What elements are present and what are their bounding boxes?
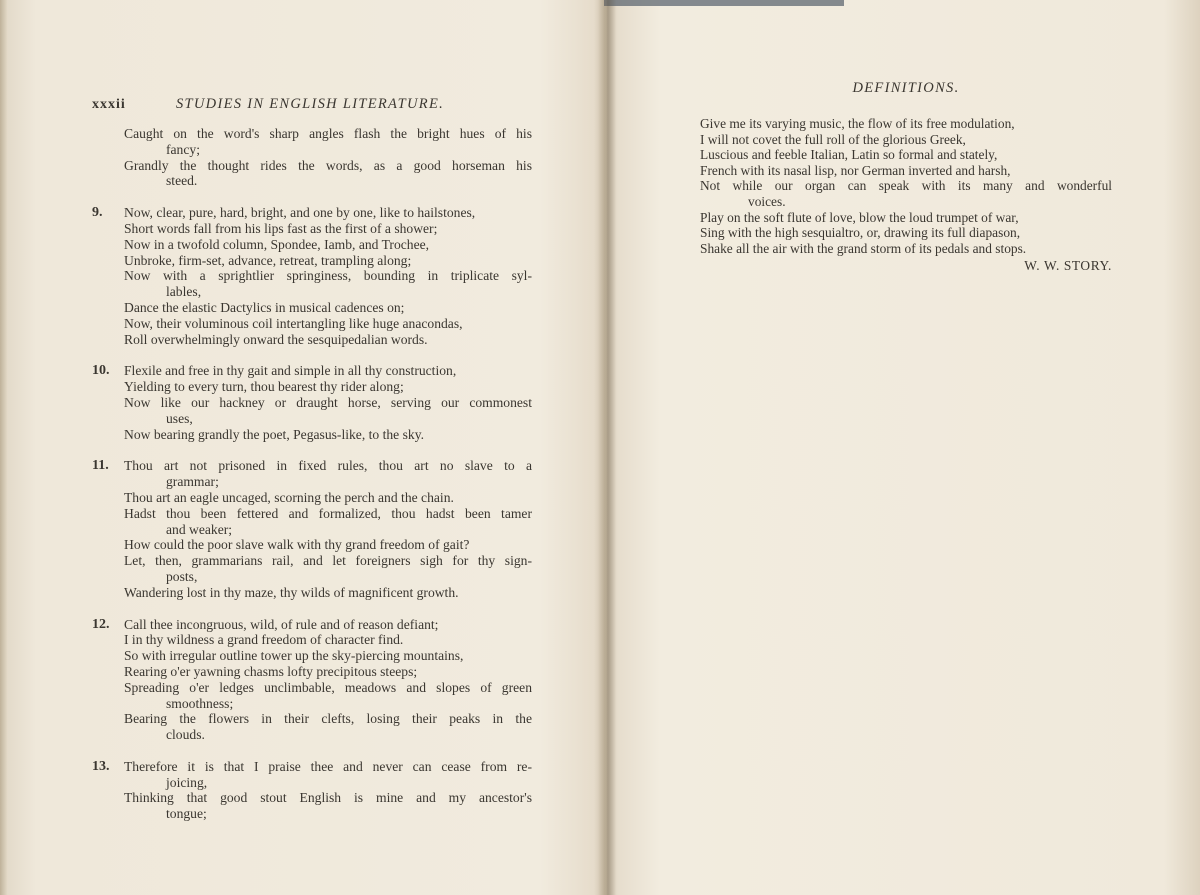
- book-gutter: [598, 0, 616, 895]
- poem-line: Now, their voluminous coil intertangling like huge anacondas,: [124, 315, 463, 331]
- poem-line-runover: grammar;: [166, 474, 219, 490]
- poem-line: Give me its varying music, the flow of its free modulation,: [700, 116, 1015, 131]
- poem-line-runover: tongue;: [166, 806, 207, 822]
- cover-edge: [604, 0, 844, 6]
- page-number: xxxii: [92, 97, 126, 112]
- poem-line: Luscious and feeble Italian, Latin so formal and stately,: [700, 147, 998, 163]
- poem-line: Shake all the air with the grand storm of its pedals and stops.: [700, 240, 1027, 256]
- stanza: [92, 617, 532, 743]
- stanza: [92, 363, 532, 442]
- poem-line: Flexile and free in thy gait and simple in all thy construction,: [124, 363, 457, 379]
- running-head-right: DEFINITIONS.: [852, 80, 960, 96]
- stanza-number: 12.: [92, 616, 110, 632]
- poem-line-runover: fancy;: [166, 141, 200, 157]
- left-page-edge: [0, 0, 8, 895]
- poem-line-runover: and weaker;: [166, 521, 233, 537]
- poem-line: Grandly the thought rides the words, as a good horseman his: [124, 157, 532, 173]
- left-page: [92, 96, 532, 822]
- stanza-number: 10.: [92, 363, 110, 379]
- running-head: STUDIES IN ENGLISH LITERATURE.: [176, 96, 445, 112]
- poem-line: So with irregular outline tower up the sky-piercing mountains,: [124, 648, 464, 664]
- poem-line: Thou art not prisoned in fixed rules, thou art no slave to a: [124, 458, 532, 474]
- poem-line: French with its nasal lisp, nor German inverted and harsh,: [700, 162, 1011, 178]
- poem-line: Roll overwhelmingly onward the sesquipedalian words.: [124, 331, 428, 347]
- poem-line: How could the poor slave walk with thy grand freedom of gait?: [124, 537, 470, 553]
- poem-line: Wandering lost in thy maze, thy wilds of magnificent growth.: [124, 584, 459, 600]
- poem-line-runover: clouds.: [166, 727, 205, 743]
- poem-line: Bearing the flowers in their clefts, losing their peaks in the: [124, 711, 532, 727]
- poem-stanzas: [92, 126, 532, 822]
- poem-line: Dance the elastic Dactylics in musical cadences on;: [124, 299, 405, 315]
- poem-line: Let, then, grammarians rail, and let foreigners sigh for thy sign-: [124, 553, 532, 569]
- poem-line: Now like our hackney or draught horse, serving our commonest: [124, 394, 532, 410]
- poem-line-runover: posts,: [166, 568, 198, 584]
- poem-line-runover: joicing,: [166, 774, 208, 790]
- author-attribution: W. W. STORY.: [1024, 258, 1112, 274]
- poem-line: I in thy wildness a grand freedom of character find.: [124, 632, 404, 648]
- stanza: [92, 205, 532, 347]
- poem-line-runover: smoothness;: [166, 695, 234, 711]
- poem-line: Rearing o'er yawning chasms lofty precipitous steeps;: [124, 663, 418, 679]
- poem-line: Therefore it is that I praise thee and never can cease from re-: [124, 758, 532, 774]
- poem-line: Yielding to every turn, thou bearest thy rider along;: [124, 379, 404, 395]
- poem-line-runover: steed.: [166, 173, 198, 189]
- poem-line: Call thee incongruous, wild, of rule and of reason defiant;: [124, 616, 439, 632]
- poem-line: Thinking that good stout English is mine and my ancestor's: [124, 790, 532, 806]
- poem-line: Now in a twofold column, Spondee, Iamb, and Trochee,: [124, 236, 430, 252]
- stanza-number: 13.: [92, 758, 110, 774]
- poem-line: Now, clear, pure, hard, bright, and one by one, like to hailstones,: [124, 205, 476, 221]
- right-page: [700, 80, 1112, 274]
- poem-continuation: [700, 116, 1112, 256]
- poem-line: Short words fall from his lips fast as the first of a shower;: [124, 220, 438, 236]
- poem-line: Play on the soft flute of love, blow the loud trumpet of war,: [700, 209, 1019, 225]
- poem-line: Caught on the word's sharp angles flash the bright hues of his: [124, 126, 532, 141]
- poem-line: Unbroke, firm-set, advance, retreat, trampling along;: [124, 252, 412, 268]
- poem-line-runover: voices.: [748, 193, 786, 209]
- poem-line: I will not covet the full roll of the glorious Greek,: [700, 131, 966, 147]
- poem-line: Hadst thou been fettered and formalized, thou hadst been tamer: [124, 505, 532, 521]
- left-page-header: [92, 96, 532, 116]
- stanza-number: 9.: [92, 205, 103, 221]
- stanza: [92, 126, 532, 189]
- poem-line: Spreading o'er ledges unclimbable, meadows and slopes of green: [124, 679, 532, 695]
- stanza: [92, 759, 532, 822]
- poem-line: Sing with the high sesquialtro, or, drawing its full diapason,: [700, 225, 1021, 241]
- poem-line: Now with a sprightlier springiness, bounding in triplicate syl-: [124, 268, 532, 284]
- poem-line: Not while our organ can speak with its many and wonderful: [700, 178, 1112, 194]
- poem-line: Thou art an eagle uncaged, scorning the perch and the chain.: [124, 489, 454, 505]
- poem-line: Now bearing grandly the poet, Pegasus-like, to the sky.: [124, 426, 425, 442]
- poem-line-runover: lables,: [166, 284, 202, 300]
- poem-line-runover: uses,: [166, 410, 193, 426]
- stanza-number: 11.: [92, 458, 109, 474]
- stanza: [92, 458, 532, 600]
